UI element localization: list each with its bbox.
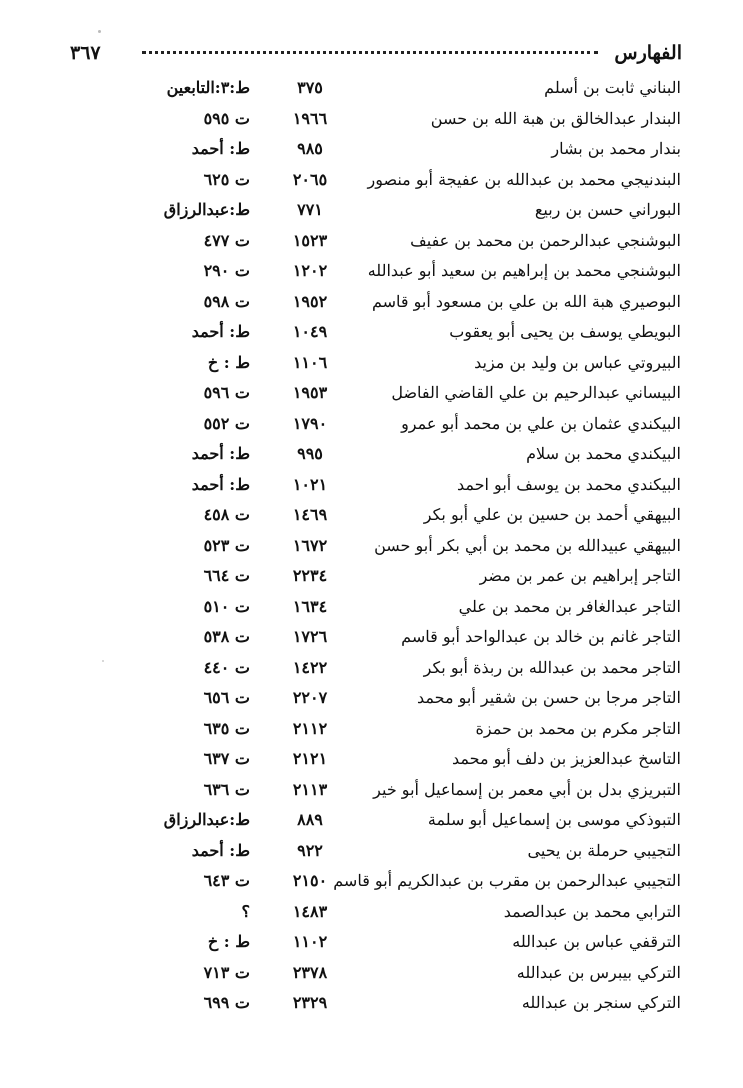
leader-dots <box>142 51 598 54</box>
entry-info: ط: أحمد <box>191 474 250 494</box>
index-entry <box>0 166 743 197</box>
entry-name: البيكندي محمد بن يوسف أبو احمد <box>456 474 681 494</box>
index-list <box>0 74 743 1020</box>
entry-number: ٢٢٣٤ <box>292 566 328 585</box>
index-entry <box>0 318 743 349</box>
entry-name: التجيبي عبدالرحمن بن مقرب بن عبدالكريم أبو قاسم <box>333 871 681 890</box>
index-entry <box>0 227 743 258</box>
entry-number: ١١٠٦ <box>292 352 328 372</box>
entry-number: ٢٠٦٥ <box>292 169 328 189</box>
index-entry <box>0 654 743 685</box>
entry-name: البوراني حسن بن ربيع <box>534 200 681 219</box>
index-entry <box>0 379 743 410</box>
entry-info: ت ٦٢٥ <box>203 169 250 189</box>
entry-info: ت ٥٩٨ <box>203 291 250 311</box>
entry-number: ٢١١٢ <box>292 718 328 738</box>
entry-name: البناني ثابت بن أسلم <box>544 78 681 97</box>
entry-info: ت ٢٩٠ <box>203 261 250 280</box>
entry-info: ط : خ <box>207 352 250 372</box>
entry-name: التاجر محمد بن عبدالله بن ربذة أبو بكر <box>423 657 681 677</box>
entry-name: البيساني عبدالرحيم بن علي القاضي الفاضل <box>391 383 681 402</box>
page-number: ٣٦٧ <box>70 42 101 64</box>
scan-speck <box>98 30 101 33</box>
index-entry <box>0 288 743 319</box>
entry-info: ط:عبدالرزاق <box>163 810 250 829</box>
index-entry <box>0 410 743 441</box>
entry-info: ت ٧١٣ <box>203 962 250 982</box>
entry-name: بندار محمد بن بشار <box>551 139 681 158</box>
entry-number: ١٤٢٢ <box>292 657 328 677</box>
entry-number: ١٦٧٢ <box>292 535 328 555</box>
index-entry <box>0 105 743 136</box>
entry-name: البندنيجي محمد بن عبدالله بن عفيجة أبو منصور <box>367 169 681 189</box>
entry-info: ت ٦٥٦ <box>203 688 250 707</box>
index-entry <box>0 928 743 959</box>
entry-name: التركي سنجر بن عبدالله <box>521 993 681 1012</box>
entry-number: ١٩٦٦ <box>292 108 328 128</box>
entry-info: ؟ <box>241 901 250 921</box>
entry-number: ٢١١٣ <box>292 779 328 799</box>
index-entry <box>0 959 743 990</box>
entry-info: ط: أحمد <box>191 139 250 158</box>
entry-name: البيكندي محمد بن سلام <box>526 444 681 463</box>
index-entry <box>0 776 743 807</box>
entry-info: ت ٦٣٦ <box>203 779 250 799</box>
entry-info: ت ٦٦٤ <box>203 566 250 585</box>
entry-name: البيهقي عبيدالله بن محمد بن أبي بكر أبو حسن <box>374 535 681 555</box>
entry-info: ت ٤٥٨ <box>203 505 250 524</box>
entry-name: التركي بيبرس بن عبدالله <box>516 962 681 982</box>
entry-number: ١٤٦٩ <box>292 505 328 524</box>
index-entry <box>0 623 743 654</box>
entry-name: التبريزي بدل بن أبي معمر بن إسماعيل أبو خير <box>373 779 681 799</box>
entry-info: ت ٥٢٣ <box>203 535 250 555</box>
index-entry <box>0 562 743 593</box>
entry-info: ت ٥٥٢ <box>203 413 250 433</box>
entry-name: التاسخ عبدالعزيز بن دلف أبو محمد <box>451 749 681 768</box>
entry-name: التاجر مكرم بن محمد بن حمزة <box>475 718 681 738</box>
entry-info: ت ٤٤٠ <box>203 657 250 677</box>
entry-name: البيروتي عباس بن وليد بن مزيد <box>474 352 681 372</box>
entry-number: ١٩٥٢ <box>292 291 328 311</box>
entry-number: ١٦٣٤ <box>292 596 328 616</box>
entry-number: ١٩٥٣ <box>292 383 328 402</box>
entry-number: ١٠٢١ <box>292 474 328 494</box>
index-entry <box>0 501 743 532</box>
index-entry <box>0 257 743 288</box>
entry-number: ١٤٨٣ <box>292 901 328 921</box>
entry-name: البوشنجي عبدالرحمن بن محمد بن عفيف <box>410 230 681 250</box>
index-entry <box>0 898 743 929</box>
entry-number: ٢١٢١ <box>292 749 328 768</box>
entry-name: البيهقي أحمد بن حسين بن علي أبو بكر <box>423 505 681 524</box>
entry-number: ٢٣٢٩ <box>292 993 328 1012</box>
entry-info: ت ٥١٠ <box>203 596 250 616</box>
entry-info: ت ٦٣٧ <box>203 749 250 768</box>
entry-number: ٢٢٠٧ <box>292 688 328 707</box>
index-entry <box>0 440 743 471</box>
entry-number: ١١٠٢ <box>292 932 328 951</box>
entry-info: ت ٥٩٦ <box>203 383 250 402</box>
index-entry <box>0 532 743 563</box>
entry-number: ١٧٩٠ <box>292 413 328 433</box>
index-entry <box>0 745 743 776</box>
entry-name: التجيبي حرملة بن يحيى <box>527 840 681 860</box>
index-entry <box>0 806 743 837</box>
entry-info: ط: أحمد <box>191 840 250 860</box>
index-entry <box>0 837 743 868</box>
entry-number: ٩٩٥ <box>297 444 323 463</box>
entry-name: الترابي محمد بن عبدالصمد <box>503 901 681 921</box>
entry-number: ٨٨٩ <box>297 810 323 829</box>
entry-name: التاجر عبدالغافر بن محمد بن علي <box>458 596 681 616</box>
entry-name: التبوذكي موسى بن إسماعيل أبو سلمة <box>427 810 681 829</box>
index-entry <box>0 74 743 105</box>
entry-info: ت ٦٩٩ <box>203 993 250 1012</box>
index-entry <box>0 684 743 715</box>
entry-number: ٩٨٥ <box>297 139 323 158</box>
index-entry <box>0 471 743 502</box>
entry-name: البوشنجي محمد بن إبراهيم بن سعيد أبو عبدالله <box>367 261 681 280</box>
index-entry <box>0 715 743 746</box>
entry-info: ت ٥٣٨ <box>203 627 250 646</box>
entry-info: ت ٦٣٥ <box>203 718 250 738</box>
entry-info: ط : خ <box>207 932 250 951</box>
index-entry <box>0 593 743 624</box>
entry-name: الترقفي عباس بن عبدالله <box>512 932 681 951</box>
entry-number: ١٧٢٦ <box>292 627 328 646</box>
entry-info: ت ٤٧٧ <box>203 230 250 250</box>
section-title: الفهارس <box>614 42 682 64</box>
entry-number: ٩٢٢ <box>297 840 323 860</box>
entry-info: ط: أحمد <box>191 322 250 341</box>
entry-name: البويطي يوسف بن يحيى أبو يعقوب <box>449 322 681 341</box>
entry-info: ط:٣:التابعين <box>166 78 250 97</box>
entry-number: ١٢٠٢ <box>292 261 328 280</box>
index-entry <box>0 989 743 1020</box>
entry-info: ط: أحمد <box>191 444 250 463</box>
index-entry <box>0 349 743 380</box>
entry-number: ١٠٤٩ <box>292 322 328 341</box>
entry-number: ٧٧١ <box>297 200 323 219</box>
index-entry <box>0 867 743 898</box>
entry-name: التاجر إبراهيم بن عمر بن مضر <box>479 566 681 585</box>
entry-info: ط:عبدالرزاق <box>163 200 250 219</box>
page-header <box>70 42 682 72</box>
entry-name: البوصيري هبة الله بن علي بن مسعود أبو قاسم <box>371 291 681 311</box>
index-entry <box>0 196 743 227</box>
entry-name: البندار عبدالخالق بن هبة الله بن حسن <box>430 108 681 128</box>
index-entry <box>0 135 743 166</box>
entry-number: ٢١٥٠ <box>292 871 328 890</box>
entry-info: ت ٦٤٣ <box>203 871 250 890</box>
entry-number: ٢٣٧٨ <box>292 962 328 982</box>
entry-info: ت ٥٩٥ <box>203 108 250 128</box>
entry-number: ٣٧٥ <box>297 78 323 97</box>
entry-number: ١٥٢٣ <box>292 230 328 250</box>
entry-name: البيكندي عثمان بن علي بن محمد أبو عمرو <box>401 413 681 433</box>
entry-name: التاجر مرجا بن حسن بن شقير أبو محمد <box>417 688 681 707</box>
entry-name: التاجر غانم بن خالد بن عبدالواحد أبو قاسم <box>401 627 681 646</box>
